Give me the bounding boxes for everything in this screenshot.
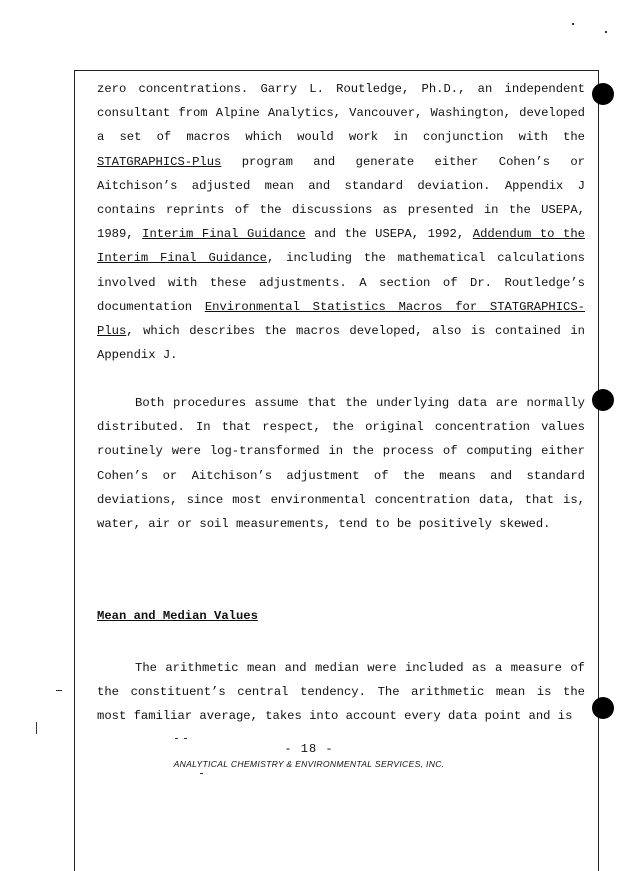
- body-paragraph-3: [97, 656, 585, 729]
- reference-title: Interim Final Guidance: [142, 227, 306, 242]
- body-paragraph-1: [97, 77, 585, 367]
- text-run: and the USEPA, 1992,: [305, 227, 473, 242]
- company-footer: ANALYTICAL CHEMISTRY & ENVIRONMENTAL SERVICES, INC.: [173, 759, 445, 769]
- paragraph-text: Both procedures assume that the underlying data are normally distributed. In that respect, the original concentration values routinely were log-transformed in the process of computing either Cohen’s or Aitchison’s adjustment of the means and standard deviations, since most environmental concentration data, that is, water, air or soil measurements, tend to be positively skewed.: [97, 396, 585, 532]
- text-run: , including the mathematical calculations involved with these adjustments. A section of Dr. Routledge’s documentation: [97, 251, 585, 314]
- binder-hole-middle: [592, 389, 614, 411]
- body-paragraph-2: [97, 391, 585, 536]
- scan-speck: [200, 773, 203, 774]
- text-run: zero concentrations. Garry L. Routledge, Ph.D., an independent consultant from Alpine Analytics, Vancouver, Washington, developed a set of macros which would work in conjunction with the: [97, 82, 585, 145]
- text-run: , which describes the macros developed, also is contained in Appendix J.: [97, 324, 585, 363]
- scan-speck: [605, 31, 607, 33]
- scan-speck: [175, 738, 178, 739]
- software-title: STATGRAPHICS-Plus: [97, 154, 222, 169]
- scan-speck: [56, 690, 62, 691]
- binder-hole-top: [592, 83, 614, 105]
- scan-speck: [572, 23, 574, 25]
- page-number: - 18 -: [284, 742, 334, 756]
- paragraph-text: The arithmetic mean and median were included as a measure of the constituent’s central tendency. The arithmetic mean is the most familiar average, takes into account every data point and is: [97, 661, 585, 724]
- section-heading: Mean and Median Values: [97, 609, 258, 623]
- scan-speck: [36, 722, 37, 734]
- binder-hole-bottom: [592, 697, 614, 719]
- documentation-title: Environmental Statistics Macros for STATGRAPHICS-Plus: [97, 299, 585, 339]
- scan-speck: [184, 738, 187, 739]
- text-run: program and generate either Cohen’s or Aitchison’s adjusted mean and standard deviation. Appendix J contains reprints of the discussions as presented in the USEPA, 1989,: [97, 154, 585, 242]
- reference-title: Addendum to the Interim Final Guidance: [97, 227, 585, 266]
